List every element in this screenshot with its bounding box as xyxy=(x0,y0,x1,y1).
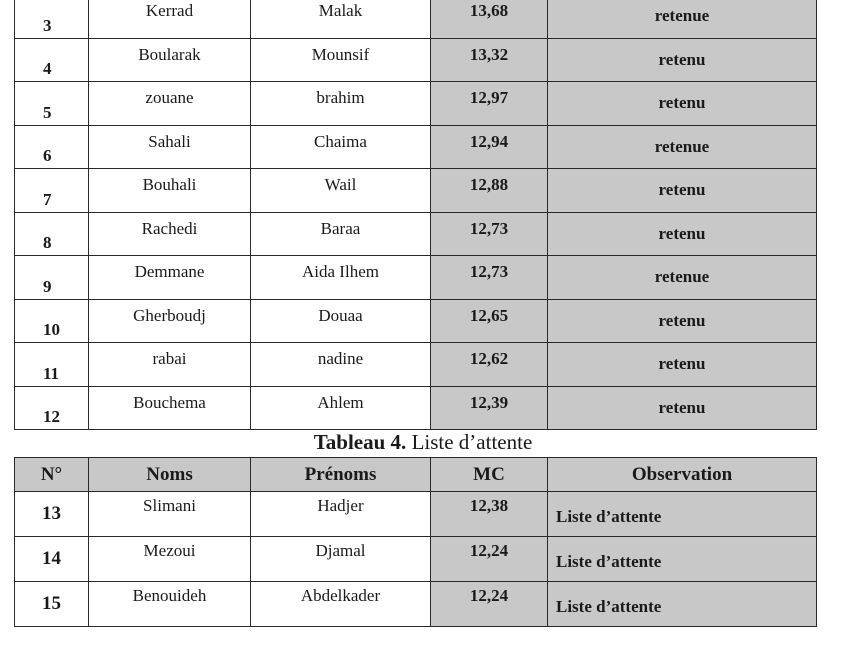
table-row xyxy=(15,212,817,256)
caption-text: Liste d’attente xyxy=(406,430,533,454)
row-number: 4 xyxy=(15,38,89,82)
table-row xyxy=(15,38,817,82)
row-nom: Rachedi xyxy=(89,212,251,256)
table-caption xyxy=(0,430,846,455)
row-mc: 12,73 xyxy=(431,256,548,300)
row-mc: 12,62 xyxy=(431,343,548,387)
row-number: 12 xyxy=(15,386,89,430)
row-prenom: brahim xyxy=(251,82,431,126)
row-mc: 12,24 xyxy=(431,582,548,627)
row-number: 6 xyxy=(15,125,89,169)
header-noms: Noms xyxy=(89,458,251,492)
row-nom: Benouideh xyxy=(89,582,251,627)
row-observation: retenu xyxy=(548,169,817,213)
row-prenom: nadine xyxy=(251,343,431,387)
row-mc: 12,73 xyxy=(431,212,548,256)
row-nom: zouane xyxy=(89,82,251,126)
table-row xyxy=(15,169,817,213)
row-nom: Gherboudj xyxy=(89,299,251,343)
row-prenom: Wail xyxy=(251,169,431,213)
header-observation: Observation xyxy=(548,458,817,492)
caption-label: Tableau 4. xyxy=(313,430,407,454)
row-nom: Sahali xyxy=(89,125,251,169)
retained-students-table xyxy=(14,0,817,430)
row-prenom: Abdelkader xyxy=(251,582,431,627)
row-observation: Liste d’attente xyxy=(548,492,817,537)
row-nom: Bouchema xyxy=(89,386,251,430)
row-number: 7 xyxy=(15,169,89,213)
row-nom: Mezoui xyxy=(89,537,251,582)
row-observation: retenue xyxy=(548,0,817,38)
row-prenom: Djamal xyxy=(251,537,431,582)
table-row xyxy=(15,582,817,627)
table-row xyxy=(15,492,817,537)
table-row xyxy=(15,343,817,387)
row-observation: Liste d’attente xyxy=(548,537,817,582)
row-number: 10 xyxy=(15,299,89,343)
waitlist-table xyxy=(14,457,817,627)
row-mc: 12,97 xyxy=(431,82,548,126)
row-mc: 12,88 xyxy=(431,169,548,213)
row-number: 15 xyxy=(15,582,89,627)
row-observation: retenu xyxy=(548,212,817,256)
row-prenom: Douaa xyxy=(251,299,431,343)
row-observation: retenu xyxy=(548,82,817,126)
row-prenom: Ahlem xyxy=(251,386,431,430)
table-row xyxy=(15,82,817,126)
row-observation: retenue xyxy=(548,256,817,300)
row-observation: Liste d’attente xyxy=(548,582,817,627)
row-mc: 12,65 xyxy=(431,299,548,343)
row-nom: Slimani xyxy=(89,492,251,537)
row-observation: retenue xyxy=(548,125,817,169)
row-prenom: Hadjer xyxy=(251,492,431,537)
row-mc: 13,68 xyxy=(431,0,548,38)
row-mc: 12,24 xyxy=(431,537,548,582)
row-mc: 13,32 xyxy=(431,38,548,82)
row-observation: retenu xyxy=(548,343,817,387)
row-prenom: Chaima xyxy=(251,125,431,169)
row-prenom: Baraa xyxy=(251,212,431,256)
table-row xyxy=(15,256,817,300)
row-prenom: Mounsif xyxy=(251,38,431,82)
row-number: 14 xyxy=(15,537,89,582)
table-row xyxy=(15,0,817,38)
row-number: 11 xyxy=(15,343,89,387)
row-observation: retenu xyxy=(548,38,817,82)
row-nom: Demmane xyxy=(89,256,251,300)
row-nom: rabai xyxy=(89,343,251,387)
row-nom: Bouhali xyxy=(89,169,251,213)
table-row xyxy=(15,537,817,582)
row-mc: 12,39 xyxy=(431,386,548,430)
row-number: 9 xyxy=(15,256,89,300)
row-mc: 12,38 xyxy=(431,492,548,537)
row-prenom: Aida Ilhem xyxy=(251,256,431,300)
row-mc: 12,94 xyxy=(431,125,548,169)
row-nom: Boularak xyxy=(89,38,251,82)
table-row xyxy=(15,125,817,169)
table-row xyxy=(15,386,817,430)
row-number: 5 xyxy=(15,82,89,126)
row-number: 13 xyxy=(15,492,89,537)
row-number: 8 xyxy=(15,212,89,256)
header-prenoms: Prénoms xyxy=(251,458,431,492)
row-number: 3 xyxy=(15,0,89,38)
row-nom: Kerrad xyxy=(89,0,251,38)
table-row xyxy=(15,299,817,343)
row-observation: retenu xyxy=(548,386,817,430)
header-number: N° xyxy=(15,458,89,492)
header-mc: MC xyxy=(431,458,548,492)
row-prenom: Malak xyxy=(251,0,431,38)
table-header-row xyxy=(15,458,817,492)
row-observation: retenu xyxy=(548,299,817,343)
